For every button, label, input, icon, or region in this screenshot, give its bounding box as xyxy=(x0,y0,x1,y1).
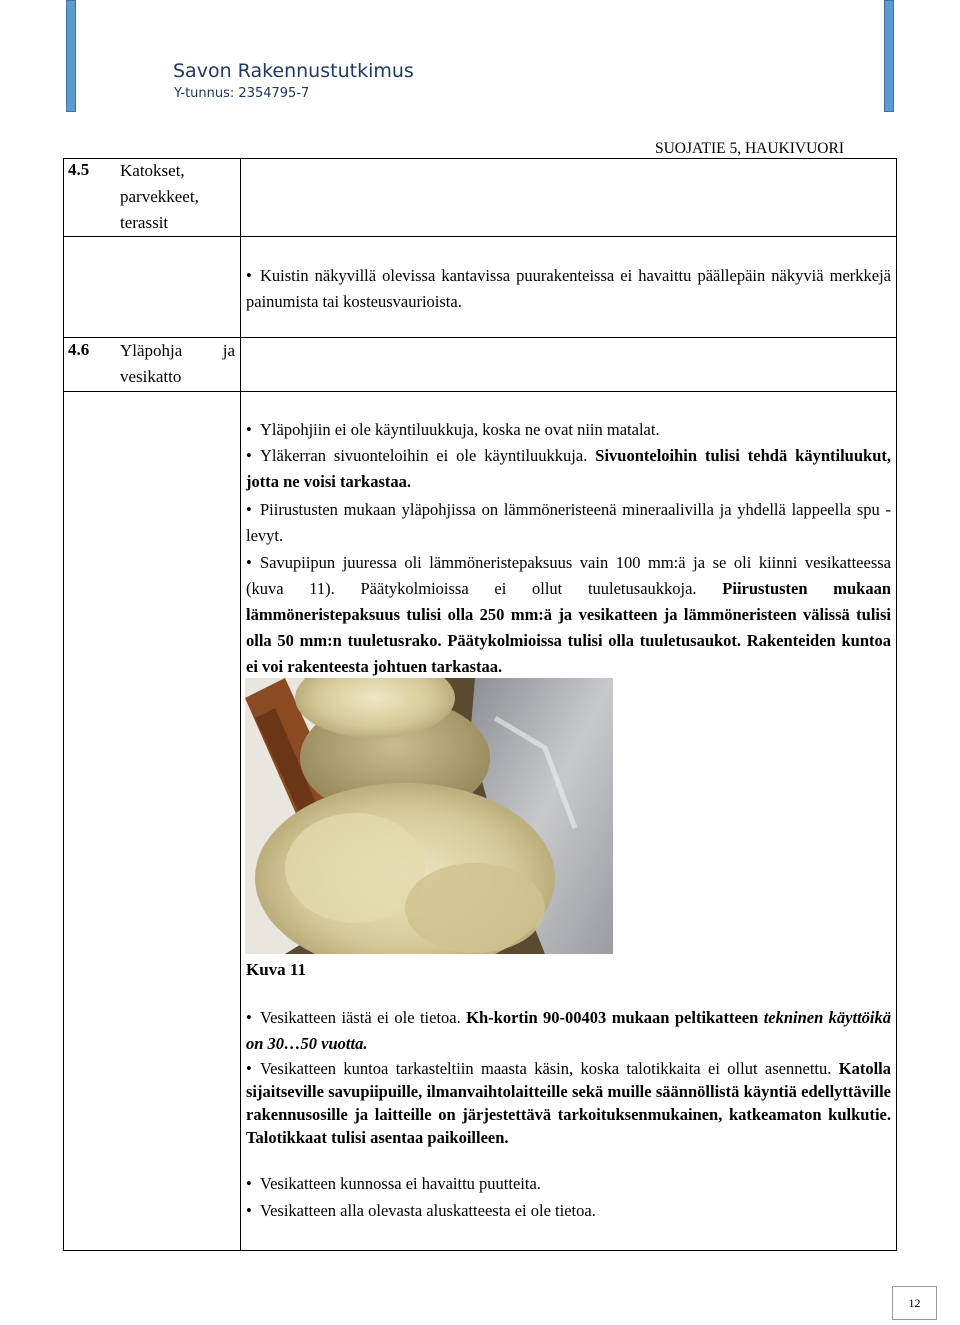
s46-p7: • Vesikatteen kunnossa ei havaittu puutteita. xyxy=(246,1174,541,1193)
s46-p3: • Piirustusten mukaan yläpohjissa on lämmöneristeenä mineraalivilla ja yhdellä lappeella spu -levyt. xyxy=(246,500,891,545)
header-decoration-left xyxy=(66,0,76,112)
s46-p4: • Savupiipun juuressa oli lämmöneristepaksuus vain 100 mm:ä ja se oli kiinni vesikatteessa (kuva 11). Päätykolmioissa ei ollut tuuletusaukkoja. Piirustusten mukaan lämmöneristepaksuus tulisi olla 250 mm:ä ja vesikatteen ja lämmöneristeen välissä tulisi olla 50 mm:n tuuletusrako. Päätykolmioissa tulisi olla tuuletusaukot. Rakenteiden kuntoa ei voi rakenteesta johtuen tarkastaa. xyxy=(246,553,892,676)
s46-p6: • Vesikatteen kuntoa tarkasteltiin maasta käsin, koska talotikkaita ei ollut asennettu. Katolla sijaitseville savupiipuille, ilmanvaihtolaitteille sekä muille säännöllistä käyntiä edellyttäville rakennusosille ja laitteille on järjestettävä tarkoituksenmukainen, katkeamaton kulkutie. Talotikkaat tulisi asentaa paikoilleen. xyxy=(246,1059,892,1147)
insulation-photo xyxy=(245,678,613,954)
s46-p5: • Vesikatteen iästä ei ole tietoa. Kh-kortin 90-00403 mukaan peltikatteen tekninen käyttöikä on 30…50 vuotta. xyxy=(246,1008,892,1053)
header-decoration-right xyxy=(884,0,894,112)
section-title-4-6: Yläpohja ja vesikatto xyxy=(120,341,235,386)
s46-p1: • Yläpohjiin ei ole käyntiluukkuja, koska ne ovat niin matalat. xyxy=(246,420,660,439)
page-number: 12 xyxy=(892,1286,937,1320)
s46-p2: • Yläkerran sivuonteloihin ei ole käyntiluukkuja. Sivuonteloihin tulisi tehdä käyntiluukut, jotta ne voisi tarkastaa. xyxy=(246,446,892,491)
business-id: Y-tunnus: 2354795-7 xyxy=(174,86,310,101)
company-name: Savon Rakennustutkimus xyxy=(173,60,414,82)
property-address: SUOJATIE 5, HAUKIVUORI xyxy=(654,140,844,157)
photo-caption: Kuva 11 xyxy=(246,960,306,979)
section-title-4-5: Katokset, parvekkeet, terassit xyxy=(120,161,199,232)
s45-paragraph: • Kuistin näkyvillä olevissa kantavissa puurakenteissa ei havaittu päällepäin näkyviä merkkejä painumista tai kosteusvaurioista. xyxy=(246,266,891,311)
section-number-4-6: 4.6 xyxy=(68,340,90,359)
s46-p8: • Vesikatteen alla olevasta aluskatteesta ei ole tietoa. xyxy=(246,1201,596,1220)
section-number-4-5: 4.5 xyxy=(68,160,90,179)
